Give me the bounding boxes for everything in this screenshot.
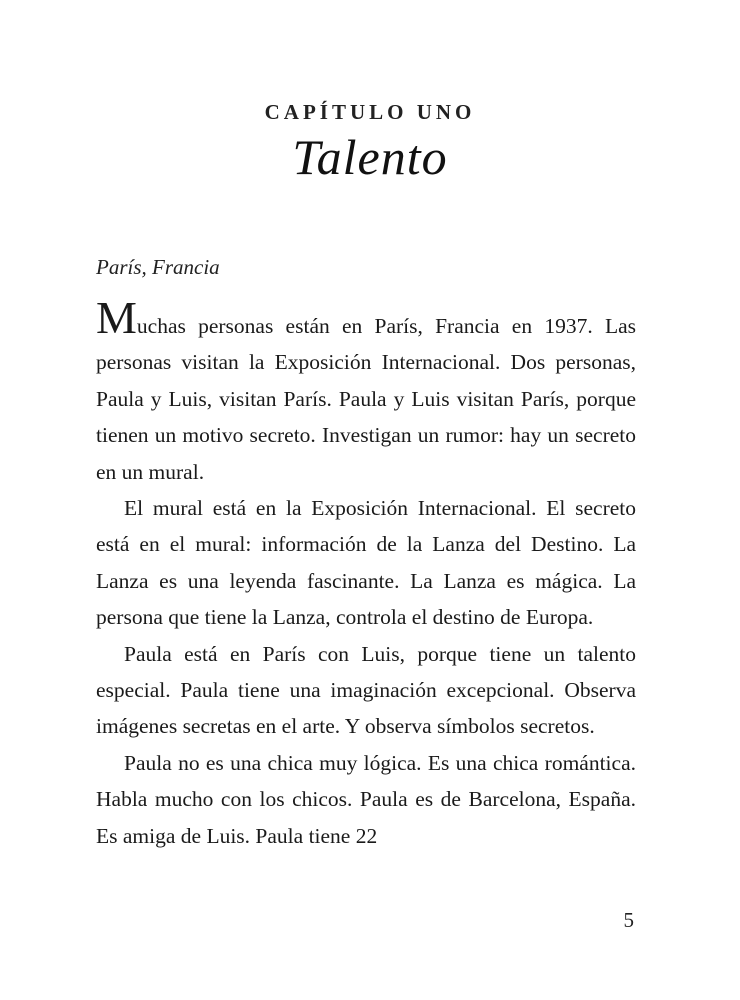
paragraph-1 [96,292,636,490]
location-heading: París, Francia [96,255,220,279]
drop-cap: M [96,292,137,343]
page-number: 5 [623,908,634,932]
paragraph-4: Paula no es una chica muy lógica. Es una chica romántica. Habla mucho con los chicos. Paula es de Barcelona, España. Es amiga de Luis. Paula tiene 22 [96,750,636,848]
paragraph-2: El mural está en la Exposición Internacional. El secreto está en el mural: información de la Lanza del Destino. La Lanza es una leyenda fascinante. La Lanza es mágica. La persona que tiene la Lanza, controla el destino de Europa. [96,496,636,630]
chapter-label: CAPÍTULO UNO [264,100,476,124]
paragraph-1-text: uchas personas están en París, Francia en 1937. Las personas visitan la Exposición Internacional. Dos personas, Paula y Luis, visitan París. Paula y Luis visitan París, porque tienen un motivo secreto. Investigan un rumor: hay un secreto en un mural. [96,314,636,484]
chapter-title: Talento [292,129,448,185]
paragraph-3: Paula está en París con Luis, porque tiene un talento especial. Paula tiene una imaginación excepcional. Observa imágenes secretas en el arte. Y observa símbolos secretos. [96,641,636,739]
body-text [96,292,636,854]
